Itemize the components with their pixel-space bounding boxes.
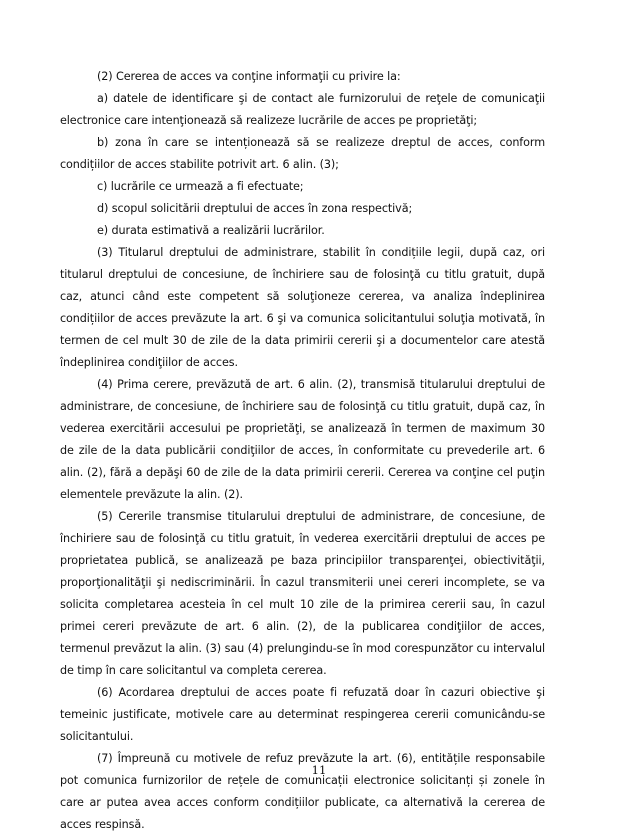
paragraph-2c: c) lucrările ce urmează a fi efectuate; <box>97 180 304 193</box>
paragraph-2-intro: (2) Cererea de acces va conţine informaţii cu privire la: <box>97 70 401 83</box>
paragraph-4: (4) Prima cerere, prevăzută de art. 6 alin. (2), transmisă titularului dreptului de administrare, de concesiune, de închiriere sau de folosinţă cu titlu gratuit, după caz, în vederea exercitării accesului pe proprietăţi, se analizează în termen de maximum 30 de zile de la data publicării condiţiilor de acces, în conformitate cu prevederile art. 6 alin. (2), fără a depăşi 60 de zile de la data primirii cererii. Cererea va conţine cel puţin elementele prevăzute la alin. (2). <box>60 378 545 501</box>
paragraph-5: (5) Cererile transmise titularului dreptului de administrare, de concesiune, de închiriere sau de folosinţă cu titlu gratuit, în vederea exercitării dreptului de acces pe proprietatea publică, se analizează pe baza principiilor transparenţei, obiectivităţii, proporţionalităţii şi nediscriminării. În cazul transmiterii unei cereri incomplete, se va solicita completarea acesteia în cel mult 10 zile de la primirea cererii sau, în cazul primei cereri prevăzute de art. 6 alin. (2), de la publicarea condiţiilor de acces, termenul prevăzut la alin. (3) sau (4) prelungindu-se în mod corespunzător cu intervalul de timp în care solicitantul va completa cererea. <box>60 510 545 677</box>
paragraph-2d: d) scopul solicitării dreptului de acces în zona respectivă; <box>97 202 413 215</box>
paragraph-2b: b) zona în care se intenționează să se realizeze dreptul de acces, conform condițiilor de acces stabilite potrivit art. 6 alin. (3); <box>60 136 545 171</box>
document-body <box>60 66 545 836</box>
paragraph-7: (7) Împreună cu motivele de refuz prevăzute la art. (6), entitățile responsabile pot comunica furnizorilor de rețele de comunicații electronice solicitanți și zonele în care ar putea avea acces conform condițiilor publicate, ca alternativă la cererea de acces respinsă. <box>60 752 545 831</box>
paragraph-6: (6) Acordarea dreptului de acces poate fi refuzată doar în cazuri obiective şi temeinic justificate, motivele care au determinat respingerea cererii comunicându-se solicitantului. <box>60 686 545 743</box>
paragraph-2a: a) datele de identificare şi de contact ale furnizorului de reţele de comunicaţii electronice care intenţionează să realizeze lucrările de acces pe proprietăţi; <box>60 92 545 127</box>
paragraph-3: (3) Titularul dreptului de administrare, stabilit în condițiile legii, după caz, ori titularul dreptului de concesiune, de închiriere sau de folosinţă cu titlu gratuit, după caz, atunci când este competent să soluţioneze cererea, va analiza îndeplinirea condițiilor de acces prevăzute la art. 6 şi va comunica solicitantului soluţia motivată, în termen de cel mult 30 de zile de la data primirii cererii şi a documentelor care atestă îndeplinirea condiţiilor de acces. <box>60 246 545 369</box>
page-number: 11 <box>311 763 327 777</box>
paragraph-2e: e) durata estimativă a realizării lucrărilor. <box>97 224 325 237</box>
